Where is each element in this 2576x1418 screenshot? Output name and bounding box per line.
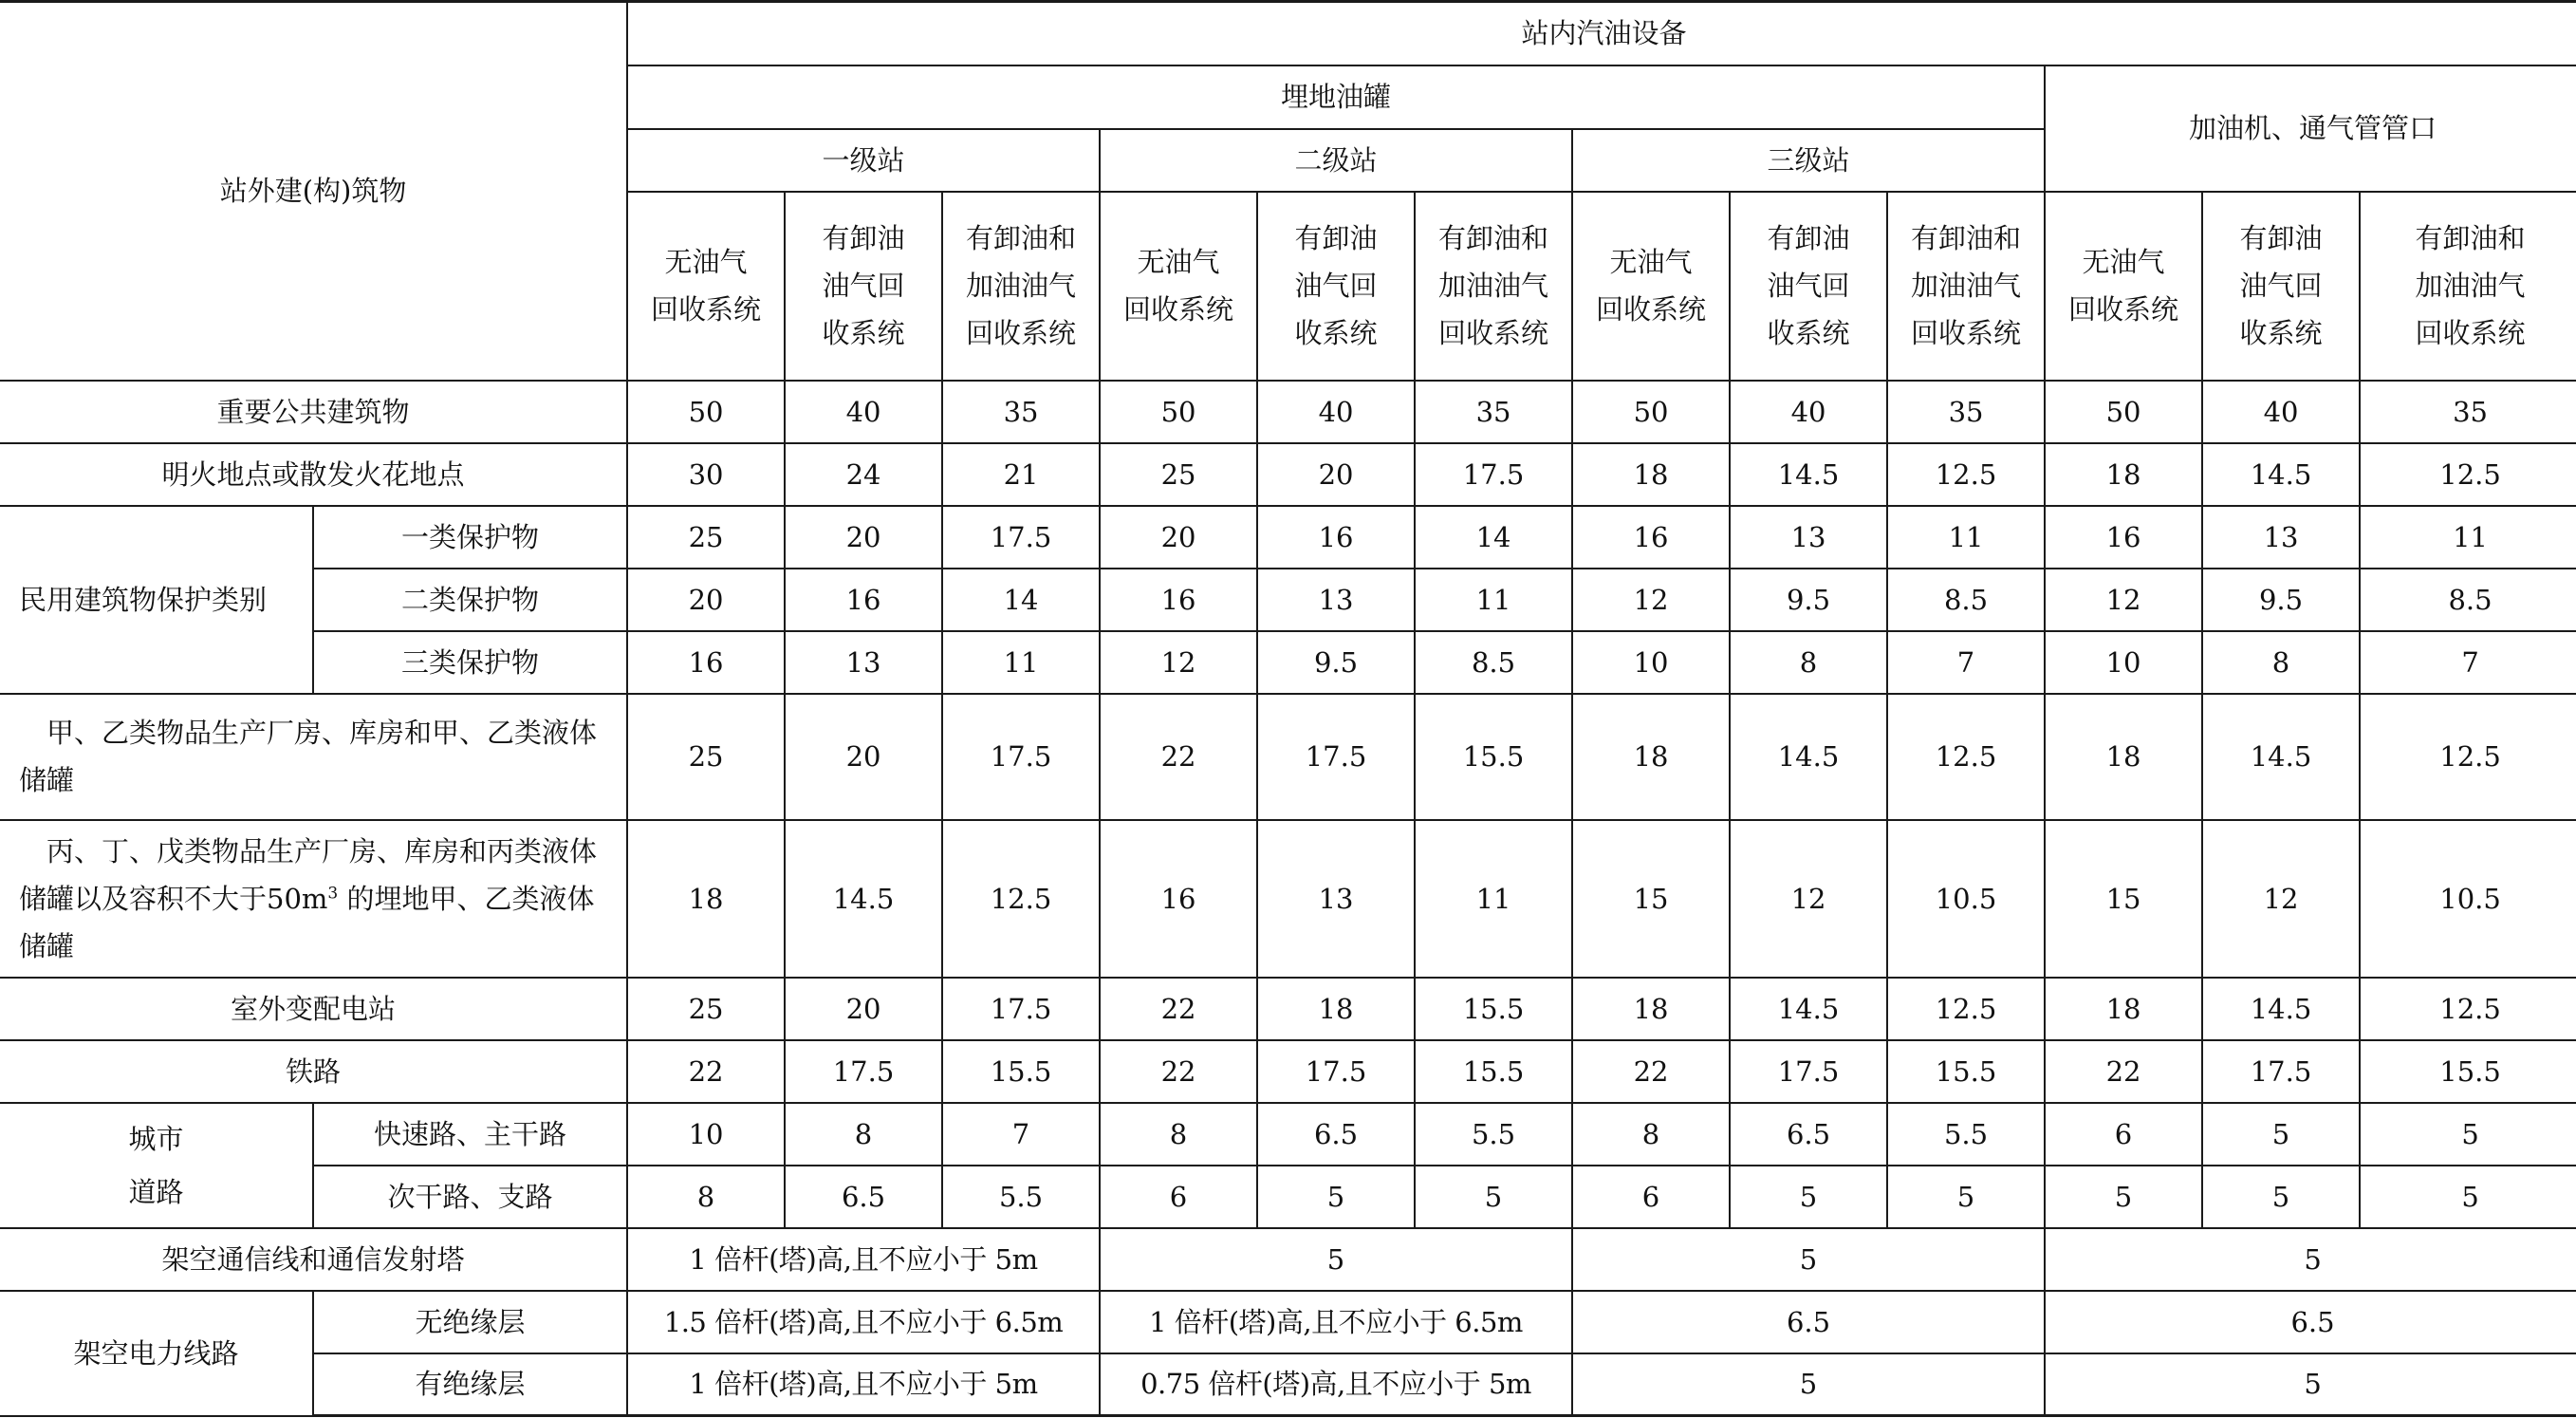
row-label: 架空通信线和通信发射塔 [0,1228,627,1291]
table-cell: 6.5 [785,1166,942,1228]
table-cell: 8 [785,1103,942,1166]
table-cell: 12 [1100,631,1257,694]
table-cell: 9.5 [1730,569,1887,631]
table-cell: 40 [1257,381,1415,443]
table-cell: 12.5 [1887,443,2045,506]
table-cell: 12.5 [2360,443,2576,506]
table-cell: 17.5 [1257,694,1415,820]
civil-group-label: 民用建筑物保护类别 [0,506,313,694]
table-cell: 6.5 [1257,1103,1415,1166]
table-cell: 25 [627,694,785,820]
row-label: 一类保护物 [313,506,627,569]
table-cell: 6 [1572,1166,1730,1228]
superscript-3: 3 [327,883,339,903]
table-cell: 17.5 [942,978,1100,1040]
table-cell: 12 [1730,820,1887,978]
table-cell: 8.5 [2360,569,2576,631]
table-cell: 15 [2045,820,2202,978]
table-cell: 25 [627,506,785,569]
table-cell: 15.5 [2360,1040,2576,1103]
header-system-none: 无油气 回收系统 [1100,192,1257,381]
table-cell: 1.5 倍杆(塔)高,且不应小于 6.5m [627,1291,1100,1353]
table-cell: 18 [1572,978,1730,1040]
header-dispenser-vent: 加油机、通气管管口 [2045,65,2576,192]
table-cell: 14.5 [1730,443,1887,506]
table-cell: 9.5 [2202,569,2360,631]
table-cell: 25 [627,978,785,1040]
table-cell: 21 [942,443,1100,506]
table-cell: 5 [1730,1166,1887,1228]
table-cell: 13 [1730,506,1887,569]
table-cell: 18 [627,820,785,978]
table-cell: 6 [1100,1166,1257,1228]
table-cell: 12.5 [942,820,1100,978]
table-cell: 8 [1100,1103,1257,1166]
table-cell: 18 [2045,443,2202,506]
table-cell: 20 [785,506,942,569]
table-cell: 7 [942,1103,1100,1166]
row-label: 重要公共建筑物 [0,381,627,443]
table-cell: 13 [2202,506,2360,569]
row-label: 明火地点或散发火花地点 [0,443,627,506]
table-cell: 8.5 [1887,569,2045,631]
table-row [0,820,2576,978]
table-cell: 18 [2045,978,2202,1040]
row-label [0,820,627,978]
table-cell: 5 [1415,1166,1572,1228]
row-label: 快速路、主干路 [313,1103,627,1166]
table-row [0,1353,2576,1416]
table-row [0,443,2576,506]
table-cell: 8.5 [1415,631,1572,694]
table-cell: 50 [1572,381,1730,443]
table-cell: 35 [1887,381,2045,443]
table-cell: 30 [627,443,785,506]
table-cell: 6.5 [2045,1291,2576,1353]
row-label: 有绝缘层 [313,1353,627,1416]
table-cell: 11 [2360,506,2576,569]
table-cell: 1 倍杆(塔)高,且不应小于 5m [627,1353,1100,1416]
table-cell: 5 [2202,1103,2360,1166]
header-system-full: 有卸油和 加油油气 回收系统 [2360,192,2576,381]
table-cell: 5 [2045,1228,2576,1291]
table-cell: 16 [1100,569,1257,631]
table-row [0,1228,2576,1291]
row-label: 室外变配电站 [0,978,627,1040]
table-cell: 17.5 [942,506,1100,569]
table-cell: 6.5 [1572,1291,2045,1353]
table-cell: 15.5 [1887,1040,2045,1103]
table-row [0,1291,2576,1353]
header-system-none: 无油气 回收系统 [1572,192,1730,381]
table-cell: 35 [2360,381,2576,443]
table-cell: 15.5 [1415,694,1572,820]
row-label: 次干路、支路 [313,1166,627,1228]
header-level-2: 二级站 [1100,129,1572,192]
header-station-equipment: 站内汽油设备 [627,2,2576,65]
table-cell: 8 [2202,631,2360,694]
header-system-unload: 有卸油 油气回 收系统 [2202,192,2360,381]
table-cell: 16 [627,631,785,694]
table-cell: 35 [942,381,1100,443]
row-label: 二类保护物 [313,569,627,631]
table-cell: 20 [1100,506,1257,569]
table-cell: 14.5 [2202,694,2360,820]
table-row [0,1166,2576,1228]
table-cell: 5.5 [1887,1103,2045,1166]
table-cell: 6.5 [1730,1103,1887,1166]
table-cell: 14.5 [1730,694,1887,820]
road-group-label: 城市 道路 [0,1103,313,1228]
table-cell: 17.5 [785,1040,942,1103]
table-cell: 50 [1100,381,1257,443]
header-external-structures: 站外建(构)筑物 [0,2,627,381]
row-label-text: 丙、丁、戊类物品生产厂房、库房和丙类液体储罐以及容积不大于50m [19,834,598,915]
table-cell: 13 [1257,820,1415,978]
table-cell: 14.5 [785,820,942,978]
table-cell: 12.5 [2360,694,2576,820]
table-cell: 16 [1100,820,1257,978]
table-cell: 16 [1257,506,1415,569]
table-cell: 14.5 [1730,978,1887,1040]
table-cell: 25 [1100,443,1257,506]
table-cell: 5 [1257,1166,1415,1228]
table-cell: 16 [785,569,942,631]
table-cell: 35 [1415,381,1572,443]
table-cell: 40 [2202,381,2360,443]
table-cell: 20 [1257,443,1415,506]
table-row [0,631,2576,694]
table-cell: 10 [1572,631,1730,694]
table-cell: 11 [1887,506,2045,569]
table-cell: 40 [1730,381,1887,443]
row-label: 铁路 [0,1040,627,1103]
table-cell: 10.5 [1887,820,2045,978]
row-label-text: 的埋地甲、乙类液体储罐 [19,882,595,962]
table-cell: 18 [1572,694,1730,820]
table-cell: 7 [2360,631,2576,694]
table-cell: 9.5 [1257,631,1415,694]
table-row [0,1103,2576,1166]
table-cell: 15.5 [942,1040,1100,1103]
table-cell: 10 [2045,631,2202,694]
table-cell: 12 [2045,569,2202,631]
table-cell: 5 [2202,1166,2360,1228]
table-cell: 0.75 倍杆(塔)高,且不应小于 5m [1100,1353,1572,1416]
header-system-full: 有卸油和 加油油气 回收系统 [1415,192,1572,381]
table-cell: 5 [1100,1228,1572,1291]
table-cell: 5 [2045,1353,2576,1416]
table-cell: 17.5 [942,694,1100,820]
table-cell: 5 [2360,1103,2576,1166]
table-row [0,569,2576,631]
table-cell: 6 [2045,1103,2202,1166]
table-cell: 15.5 [1415,978,1572,1040]
table-cell: 5 [2360,1166,2576,1228]
table-cell: 11 [1415,569,1572,631]
row-label: 三类保护物 [313,631,627,694]
header-buried-tank: 埋地油罐 [627,65,2045,129]
table-cell: 5 [2045,1166,2202,1228]
table-cell: 50 [627,381,785,443]
table-cell: 14 [942,569,1100,631]
table-cell: 16 [2045,506,2202,569]
table-cell: 15.5 [1415,1040,1572,1103]
row-label: 无绝缘层 [313,1291,627,1353]
row-label: 甲、乙类物品生产厂房、库房和甲、乙类液体储罐 [0,694,627,820]
table-cell: 8 [627,1166,785,1228]
table-cell: 17.5 [1257,1040,1415,1103]
table-cell: 22 [1100,1040,1257,1103]
table-cell: 14 [1415,506,1572,569]
table-cell: 22 [1572,1040,1730,1103]
table-row [0,978,2576,1040]
table-cell: 5.5 [1415,1103,1572,1166]
power-group-label: 架空电力线路 [0,1291,313,1416]
table-row [0,694,2576,820]
table-cell: 5 [1572,1228,2045,1291]
table-cell: 22 [1100,694,1257,820]
table-cell: 11 [942,631,1100,694]
table-cell: 10 [627,1103,785,1166]
table-cell: 5 [1572,1353,2045,1416]
table-cell: 12 [2202,820,2360,978]
table-cell: 5.5 [942,1166,1100,1228]
table-cell: 14.5 [2202,978,2360,1040]
table-cell: 5 [1887,1166,2045,1228]
table-cell: 18 [1257,978,1415,1040]
table-row [0,381,2576,443]
header-system-none: 无油气 回收系统 [2045,192,2202,381]
table-cell: 7 [1887,631,2045,694]
table-cell: 1 倍杆(塔)高,且不应小于 6.5m [1100,1291,1572,1353]
table-cell: 14.5 [2202,443,2360,506]
header-level-1: 一级站 [627,129,1100,192]
table-cell: 10.5 [2360,820,2576,978]
table-row [0,1040,2576,1103]
header-level-3: 三级站 [1572,129,2045,192]
header-system-unload: 有卸油 油气回 收系统 [1730,192,1887,381]
table-cell: 17.5 [1730,1040,1887,1103]
table-cell: 17.5 [2202,1040,2360,1103]
table-cell: 18 [2045,694,2202,820]
table-cell: 22 [1100,978,1257,1040]
table-cell: 40 [785,381,942,443]
table-cell: 16 [1572,506,1730,569]
table-cell: 18 [1572,443,1730,506]
table-cell: 12.5 [2360,978,2576,1040]
table-cell: 50 [2045,381,2202,443]
table-cell: 20 [785,694,942,820]
table-cell: 13 [1257,569,1415,631]
header-system-unload: 有卸油 油气回 收系统 [1257,192,1415,381]
header-system-full: 有卸油和 加油油气 回收系统 [942,192,1100,381]
table-cell: 22 [2045,1040,2202,1103]
table-cell: 12 [1572,569,1730,631]
table-row [0,506,2576,569]
header-system-none: 无油气 回收系统 [627,192,785,381]
table-cell: 12.5 [1887,694,2045,820]
table-cell: 1 倍杆(塔)高,且不应小于 5m [627,1228,1100,1291]
table-cell: 8 [1730,631,1887,694]
table-cell: 22 [627,1040,785,1103]
table-cell: 17.5 [1415,443,1572,506]
table-cell: 8 [1572,1103,1730,1166]
table-cell: 24 [785,443,942,506]
header-system-full: 有卸油和 加油油气 回收系统 [1887,192,2045,381]
table-cell: 20 [627,569,785,631]
table-cell: 12.5 [1887,978,2045,1040]
table-cell: 11 [1415,820,1572,978]
header-system-unload: 有卸油 油气回 收系统 [785,192,942,381]
table-cell: 20 [785,978,942,1040]
table-cell: 13 [785,631,942,694]
table-cell: 15 [1572,820,1730,978]
